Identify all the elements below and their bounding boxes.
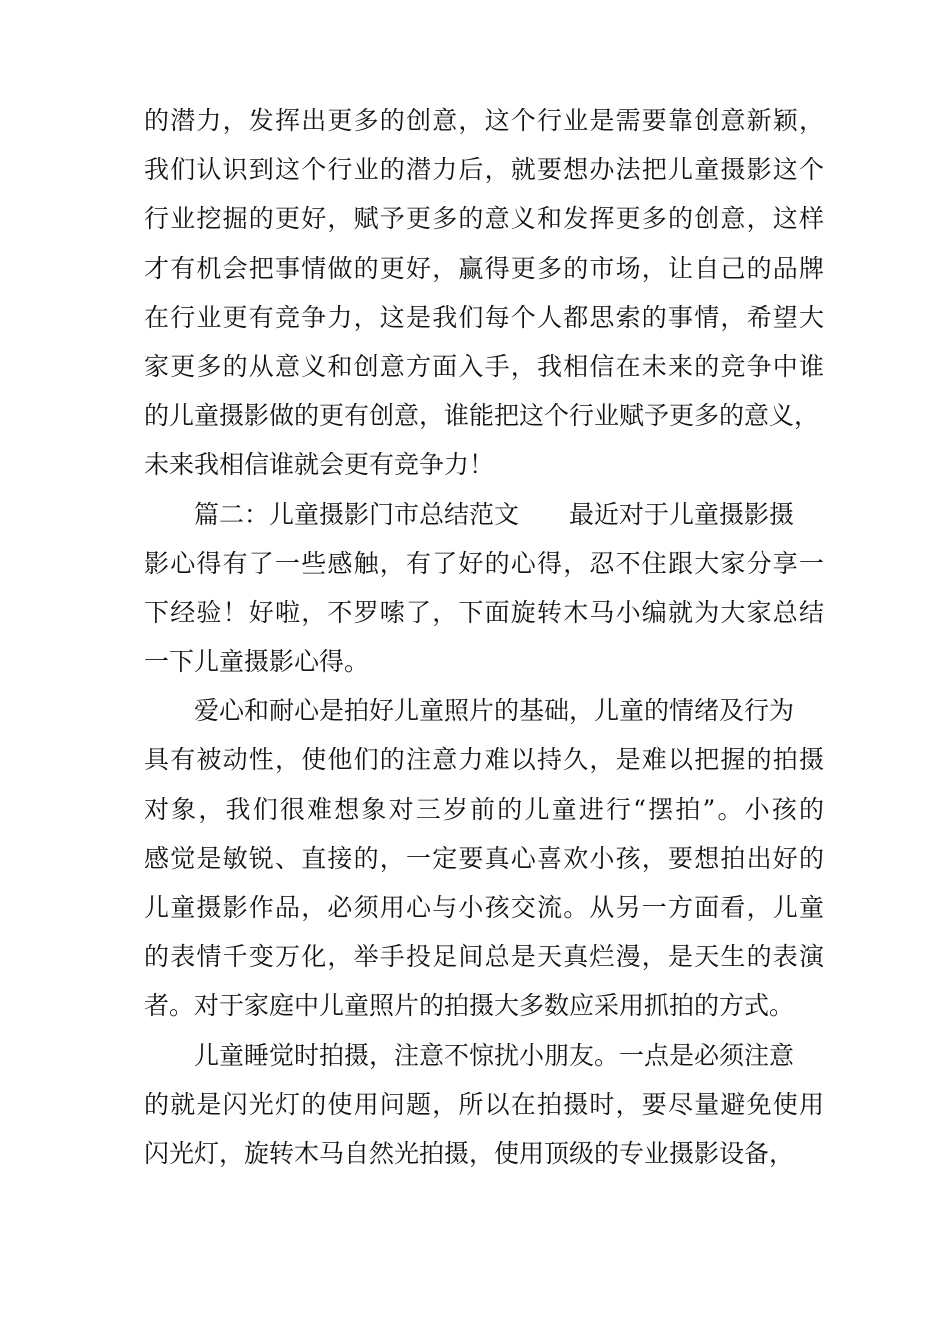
text-line: 的表情千变万化，举手投足间总是天真烂漫，是天生的表演 — [144, 942, 824, 972]
body-text — [144, 96, 824, 1178]
text-line: 对象，我们很难想象对三岁前的儿童进行“摆拍”。小孩的 — [144, 794, 824, 824]
text-line: 家更多的从意义和创意方面入手，我相信在未来的竞争中谁 — [144, 351, 824, 381]
text-line: 感觉是敏锐、直接的，一定要真心喜欢小孩，要想拍出好的 — [144, 843, 824, 873]
text-line: 闪光灯，旋转木马自然光拍摄，使用顶级的专业摄影设备， — [144, 1138, 795, 1168]
text-line: 儿童摄影作品，必须用心与小孩交流。从另一方面看，儿童 — [144, 893, 824, 922]
text-line: 具有被动性，使他们的注意力难以持久，是难以把握的拍摄 — [144, 745, 824, 775]
text-line: 一下儿童摄影心得。 — [144, 647, 370, 677]
paragraph-first-line: 儿童睡觉时拍摄，注意不惊扰小朋友。一点是必须注意 — [194, 1040, 795, 1070]
section-heading-line — [144, 490, 824, 539]
text-line: 的潜力，发挥出更多的创意，这个行业是需要靠创意新颖， — [144, 106, 824, 135]
text-line: 我们认识到这个行业的潜力后，就要想办法把儿童摄影这个 — [144, 155, 824, 185]
text-line: 的儿童摄影做的更有创意，谁能把这个行业赋予更多的意义， — [144, 401, 820, 431]
text-line: 行业挖掘的更好，赋予更多的意义和发挥更多的创意，这样 — [144, 204, 824, 234]
text-line: 下经验！好啦，不罗嗦了，下面旋转木马小编就为大家总结 — [144, 597, 824, 627]
paragraph-first-line: 爱心和耐心是拍好儿童照片的基础，儿童的情绪及行为 — [194, 696, 795, 726]
text-line: 在行业更有竞争力，这是我们每个人都思索的事情，希望大 — [144, 302, 824, 332]
text-line: 者。对于家庭中儿童照片的拍摄大多数应采用抓拍的方式。 — [144, 991, 795, 1021]
text-line: 的就是闪光灯的使用问题，所以在拍摄时，要尽量避免使用 — [144, 1089, 824, 1119]
text-line: 未来我相信谁就会更有竞争力！ — [144, 450, 495, 480]
text-line: 才有机会把事情做的更好，赢得更多的市场，让自己的品牌 — [144, 253, 824, 283]
text-line: 影心得有了一些感触，有了好的心得，忍不住跟大家分享一 — [144, 548, 824, 578]
section-heading: 篇二：儿童摄影门市总结范文 — [194, 499, 520, 529]
text-fragment: 最近对于儿童摄影摄 — [569, 499, 795, 529]
